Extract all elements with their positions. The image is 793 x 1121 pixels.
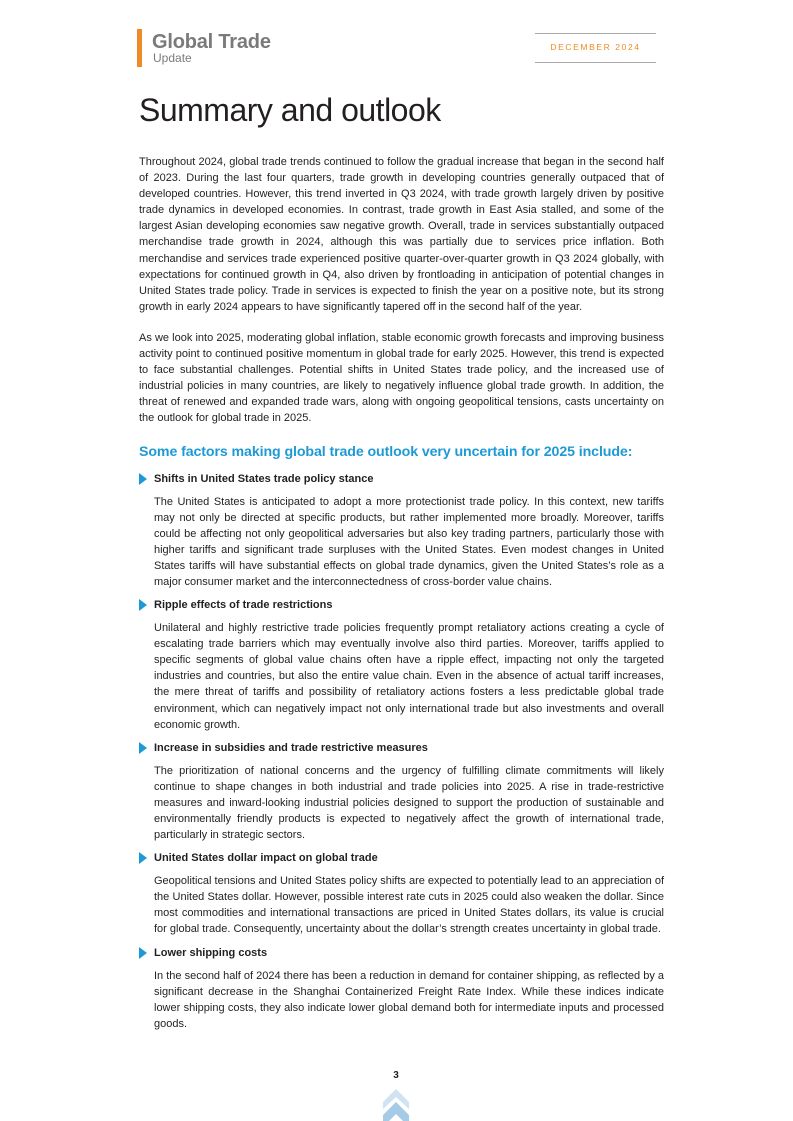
factor-title: United States dollar impact on global trade (154, 852, 378, 865)
factor-body: In the second half of 2024 there has been a reduction in demand for container shipping, as reflected by a significant decrease in the Shanghai Containerized Freight Rate Index. While these indices indicate lower shipping costs, they also indicate lower global demand both for intermediate inputs and processed goods. (154, 969, 665, 1030)
issue-date: DECEMBER 2024 (550, 42, 641, 52)
factor-item (139, 945, 664, 1032)
triangle-right-icon (139, 947, 147, 959)
date-rule-top (535, 33, 656, 34)
date-rule-bottom (535, 62, 656, 63)
factor-body: Unilateral and highly restrictive trade policies frequently prompt retaliatory actions creating a cycle of escalating trade barriers which may eventually involve also third parties. Moreover, tariffs applied to specific segments of global value chains often have a ripple effect, impacting not only the targeted industries and countries, but also the entire value chain. Even in the absence of actual tariff increases, the mere threat of tariffs and possibility of retaliatory actions fosters a less predictable global trade environment, which can negatively impact not only international trade but also investments and overall economic growth. (154, 622, 664, 731)
main-content (139, 154, 664, 1032)
triangle-right-icon (139, 599, 147, 611)
factor-title: Increase in subsidies and trade restrictive measures (154, 741, 428, 754)
intro-paragraph: Throughout 2024, global trade trends continued to follow the gradual increase that began in the second half of 2023. During the last four quarters, trade growth in developing countries generally outpaced that of developed countries. However, this trend inverted in Q3 2024, with trade growth largely driven by positive trade dynamics in developed economies. In contrast, trade growth in East Asia stalled, and some of the largest Asian developing economies saw negative growth. Overall, trade in services substantially outpaced merchandise trade growth in 2024, although this was partially due to services price inflation. Both merchandise and services trade experienced positive quarter-over-quarter growth in Q3 2024 globally, with expectations for continued growth in Q4, also driven by frontloading in anticipation of potential changes in United States trade policy. Trade in services is expected to finish the year on a positive note, but its strong growth in early 2024 appears to have significantly tapered off in the second half of the year. (139, 156, 664, 313)
triangle-right-icon (139, 473, 147, 485)
outlook-paragraph: As we look into 2025, moderating global inflation, stable economic growth forecasts and improving business activity point to continued positive momentum in global trade for early 2025. However, this trend is expected to face substantial challenges. Potential shifts in United States trade policy, and the increased use of industrial policies in many countries, are likely to negatively influence global trade growth. In addition, the threat of renewed and expanded trade wars, along with ongoing geopolitical tensions, casts uncertainty on the outlook for global trade in 2025. (139, 331, 664, 425)
triangle-right-icon (139, 742, 147, 754)
factors-heading: Some factors making global trade outlook very uncertain for 2025 include: (139, 443, 633, 460)
double-chevron-up-icon[interactable] (383, 1089, 409, 1121)
page-number: 3 (393, 1070, 399, 1081)
factor-item (139, 597, 664, 733)
factor-title: Lower shipping costs (154, 946, 268, 959)
factor-body: Geopolitical tensions and United States policy shifts are expected to potentially lead to an appreciation of the United States dollar. However, possible interest rate cuts in 2025 could also weaken the dollar. Since most commodities and international transactions are priced in United States dollars, its value is crucial for global trade. Consequently, uncertainty about the dollar’s strength creates uncertainty in global trade. (154, 875, 664, 936)
factor-header (139, 471, 664, 487)
factor-header (139, 850, 664, 866)
factor-header (139, 740, 664, 756)
brand-accent-bar (137, 29, 142, 67)
publication-title: Global Trade (152, 31, 271, 53)
factor-header (139, 945, 664, 961)
factor-body: The United States is anticipated to adopt a more protectionist trade policy. In this context, new tariffs may not only be directed at specific products, but rather implemented more broadly. Moreover, tariffs could be affecting not only geopolitical adversaries but also key trading partners, particularly those with higher tariffs and significant trade surpluses with the United States. Even modest changes in United States tariffs will have substantial effects on global trade dynamics, given the United States’s role as a major consumer market and the interconnectedness of cross-border value chains. (154, 495, 664, 588)
factor-item (139, 471, 664, 591)
factor-body: The prioritization of national concerns and the urgency of fulfilling climate commitments will likely continue to shape changes in both industrial and trade policies into 2025. A rise in trade-restrictive measures and inward-looking industrial policies designed to support the production of sustainable and environmentally friendly products is expected to negatively affect the growth of international trade, particularly in strategic sectors. (154, 764, 664, 842)
triangle-right-icon (139, 852, 147, 864)
factor-item (139, 850, 664, 937)
page-title: Summary and outlook (139, 92, 441, 128)
factor-title: Shifts in United States trade policy stance (154, 472, 374, 485)
factor-item (139, 740, 664, 843)
factor-title: Ripple effects of trade restrictions (154, 599, 333, 612)
publication-subtitle: Update (153, 51, 192, 65)
factor-header (139, 597, 664, 613)
